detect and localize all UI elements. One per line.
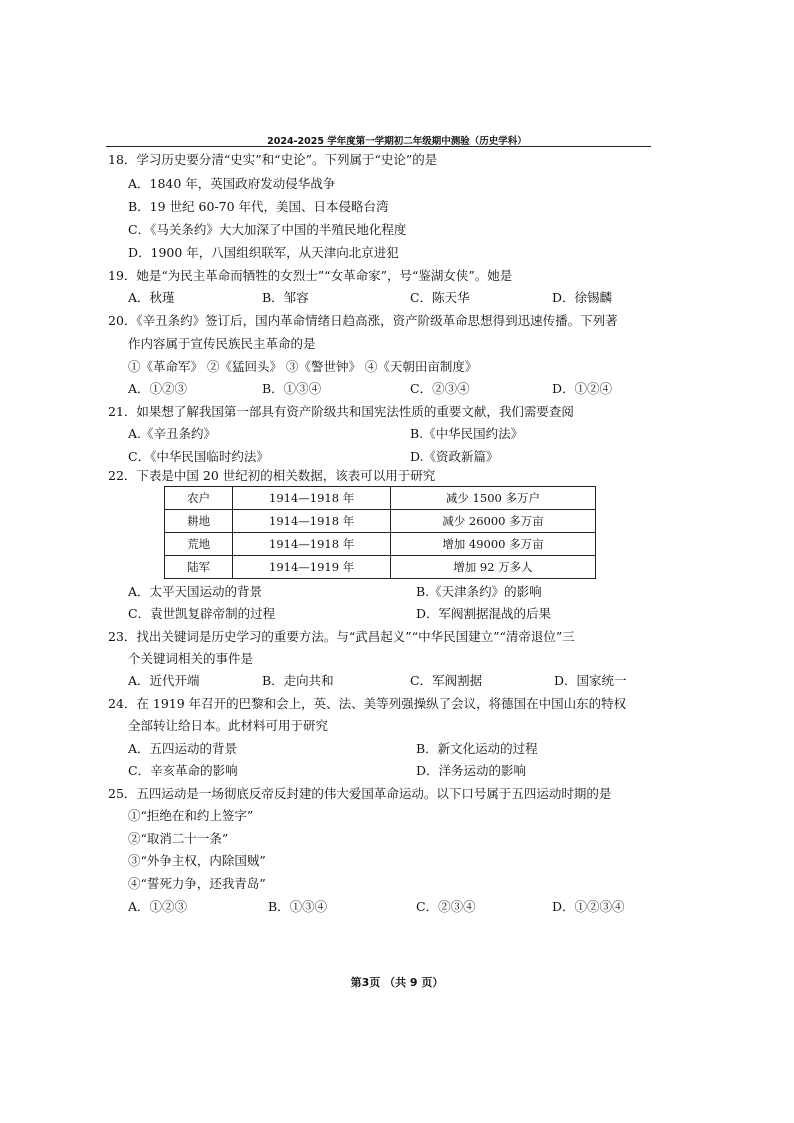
table-cell: 农户 [165, 487, 233, 510]
table-cell: 减少 26000 多万亩 [390, 510, 595, 533]
q19-option-d: D．徐锡麟 [552, 290, 613, 305]
question-20-stem-line2: 作内容属于宣传民族民主革命的是 [128, 336, 316, 351]
question-18-stem: 18．学习历史要分清“史实”和“史论”。下列属于“史论”的是 [108, 152, 438, 167]
table-cell: 荒地 [165, 533, 233, 556]
table-cell: 1914—1918 年 [233, 487, 391, 510]
q18-option-a: A．1840 年，英国政府发动侵华战争 [128, 176, 336, 191]
question-20-stem-line1: 20．《辛丑条约》签订后，国内革命情绪日趋高涨，资产阶级革命思想得到迅速传播。下列著 [108, 313, 618, 328]
q19-option-c: C．陈天华 [410, 290, 470, 305]
q18-option-d: D．1900 年，八国组织联军，从天津向北京进犯 [128, 245, 399, 260]
q24-option-d: D．洋务运动的影响 [416, 763, 527, 778]
question-22-stem: 22．下表是中国 20 世纪初的相关数据，该表可以用于研究 [108, 468, 436, 483]
q21-option-c: C．《中华民国临时约法》 [128, 449, 269, 464]
q19-option-a: A．秋瑾 [128, 290, 175, 305]
question-24-stem-line1: 24．在 1919 年召开的巴黎和会上，英、法、美等列强操纵了会议，将德国在中国山东的特权 [108, 696, 627, 711]
table-cell: 1914—1919 年 [233, 556, 391, 579]
q25-item-4: ④“誓死力争，还我青岛” [128, 876, 266, 891]
table-cell: 耕地 [165, 510, 233, 533]
q23-option-b: B．走向共和 [262, 673, 334, 688]
q25-option-a: A．①②③ [128, 899, 188, 914]
q24-option-b: B．新文化运动的过程 [416, 741, 538, 756]
q23-option-a: A．近代开端 [128, 673, 200, 688]
table-row [165, 556, 596, 579]
q22-option-b: B.《天津条约》的影响 [416, 584, 542, 599]
question-20-items: ①《革命军》 ②《猛回头》 ③《警世钟》 ④《天朝田亩制度》 [128, 359, 478, 374]
q25-option-b: B．①③④ [268, 899, 328, 914]
q24-option-a: A．五四运动的背景 [128, 741, 238, 756]
q21-option-d: D.《资政新篇》 [410, 449, 499, 464]
question-21-stem: 21．如果想了解我国第一部具有资产阶级共和国宪法性质的重要文献，我们需要查阅 [108, 404, 574, 419]
q25-option-d: D．①②③④ [552, 899, 625, 914]
table-cell: 1914—1918 年 [233, 510, 391, 533]
table-cell: 减少 1500 多万户 [390, 487, 595, 510]
q24-option-c: C．辛亥革命的影响 [128, 763, 238, 778]
q22-option-a: A．太平天国运动的背景 [128, 584, 263, 599]
q21-option-a: A.《辛丑条约》 [128, 426, 217, 441]
table-row [165, 487, 596, 510]
table-cell: 1914—1918 年 [233, 533, 391, 556]
q19-option-b: B．邹容 [262, 290, 309, 305]
question-23-stem-line2: 个关键词相关的事件是 [128, 651, 254, 666]
q22-option-d: D．军阀割据混战的后果 [416, 606, 552, 621]
q25-item-3: ③“外争主权，内除国贼” [128, 853, 266, 868]
q25-item-2: ②“取消二十一条” [128, 831, 229, 846]
header-rule [106, 146, 651, 147]
question-25-stem: 25．五四运动是一场彻底反帝反封建的伟大爱国革命运动。以下口号属于五四运动时期的是 [108, 786, 612, 801]
q23-option-d: D．国家统一 [554, 673, 627, 688]
question-23-stem-line1: 23．找出关键词是历史学习的重要方法。与“武昌起义”“中华民国建立”“清帝退位”三 [108, 629, 575, 644]
q21-option-b: B.《中华民国约法》 [410, 426, 524, 441]
q25-option-c: C．②③④ [416, 899, 476, 914]
q18-option-b: B．19 世纪 60-70 年代，美国、日本侵略台湾 [128, 199, 389, 214]
table-row [165, 533, 596, 556]
question-24-stem-line2: 全部转让给日本。此材料可用于研究 [128, 718, 329, 733]
data-table [164, 486, 596, 579]
exam-header-title: 2024-2025 学年度第一学期初二年级期中测验（历史学科） [267, 136, 527, 147]
table-cell: 陆军 [165, 556, 233, 579]
page-number: 第3页 （共 9 页） [350, 976, 444, 989]
table-row [165, 510, 596, 533]
table-cell: 增加 49000 多万亩 [390, 533, 595, 556]
q20-option-b: B．①③④ [262, 381, 322, 396]
table-cell: 增加 92 万多人 [390, 556, 595, 579]
q23-option-c: C．军阀割据 [410, 673, 483, 688]
q20-option-c: C．②③④ [410, 381, 470, 396]
q18-option-c: C．《马关条约》大大加深了中国的半殖民地化程度 [128, 222, 407, 237]
q20-option-d: D．①②④ [552, 381, 613, 396]
q20-option-a: A．①②③ [128, 381, 188, 396]
question-19-stem: 19．她是“为民主革命而牺牲的女烈士”“女革命家”，号“鉴湖女侠”。她是 [108, 268, 513, 283]
q25-item-1: ①“拒绝在和约上签字” [128, 808, 254, 823]
q22-option-c: C．袁世凯复辟帝制的过程 [128, 606, 276, 621]
